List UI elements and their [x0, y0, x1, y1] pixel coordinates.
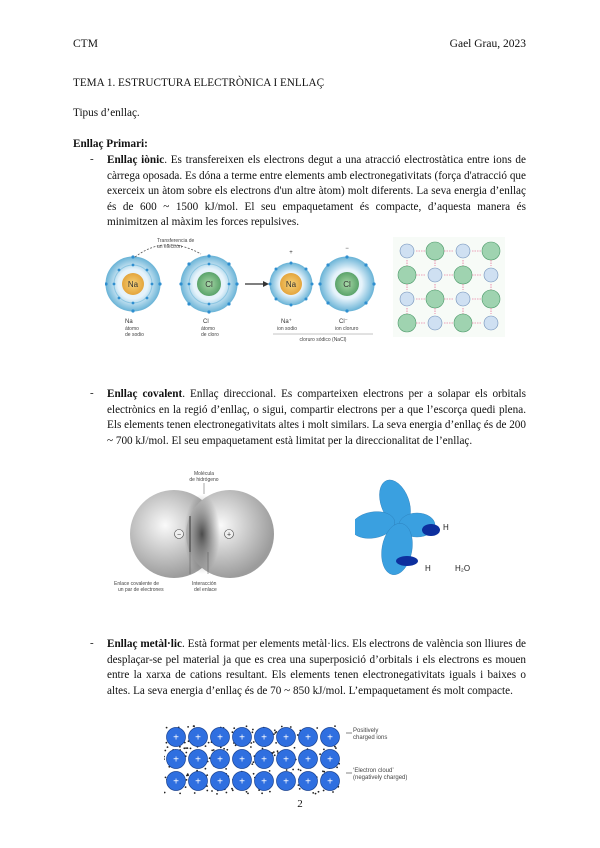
- header-left: CTM: [73, 38, 98, 50]
- doc-subtitle: Tipus d’enllaç.: [73, 107, 140, 119]
- cation-charge-sign: +: [173, 732, 179, 744]
- h-bond-orbital: [396, 556, 418, 566]
- lattice-sodium-ion: [428, 268, 442, 282]
- cation-charge-sign: +: [283, 754, 289, 766]
- metallic-paragraph: [107, 637, 526, 699]
- svg-text:Na: Na: [125, 319, 133, 325]
- covalent-paragraph: [107, 387, 526, 449]
- h-bond-orbital: [422, 524, 440, 536]
- svg-text:Na: Na: [127, 280, 139, 289]
- bullet-dash: -: [90, 153, 94, 165]
- hydrogen-molecule-figure: [112, 466, 280, 602]
- sodium-ion: [269, 250, 314, 307]
- svg-text:un electrón: un electrón: [157, 244, 182, 250]
- lattice-chloride-ion: [454, 314, 472, 332]
- cation-charge-sign: +: [283, 732, 289, 744]
- lattice-chloride-ion: [426, 290, 444, 308]
- cation-charge-sign: +: [305, 732, 311, 744]
- svg-text:Molécula: Molécula: [193, 471, 215, 477]
- sodium-atom: [105, 255, 162, 312]
- svg-text:charged ions: charged ions: [353, 735, 388, 741]
- svg-text:cloruro sódico (NaCl): cloruro sódico (NaCl): [299, 337, 347, 343]
- lattice-sodium-ion: [428, 316, 442, 330]
- cation-charge-sign: +: [239, 776, 245, 788]
- lattice-chloride-ion: [426, 242, 444, 260]
- svg-text:Enlace covalente de: Enlace covalente de: [114, 581, 160, 587]
- svg-text:Transferencia de: Transferencia de: [157, 238, 195, 244]
- lattice-sodium-ion: [456, 292, 470, 306]
- svg-text:(negatively charged): (negatively charged): [353, 775, 408, 781]
- svg-text:−: −: [345, 246, 349, 252]
- lattice-sodium-ion: [400, 244, 414, 258]
- lattice-chloride-ion: [398, 266, 416, 284]
- cation-charge-sign: +: [327, 732, 333, 744]
- lattice-sodium-ion: [456, 244, 470, 258]
- cation-charge-sign: +: [195, 754, 201, 766]
- svg-text:de hidrógeno: de hidrógeno: [189, 477, 219, 483]
- cation-charge-sign: +: [217, 732, 223, 744]
- oxygen-orbitals: [355, 477, 435, 577]
- shared-electron-cloud: [184, 494, 220, 574]
- lattice-chloride-ion: [398, 314, 416, 332]
- svg-text:ion cloruro: ion cloruro: [335, 326, 359, 332]
- lattice-chloride-ion: [482, 242, 500, 260]
- svg-text:Cl: Cl: [205, 280, 213, 289]
- svg-text:Cl: Cl: [343, 280, 351, 289]
- metallic-bond-figure: [164, 725, 429, 795]
- svg-text:‘Electron cloud’: ‘Electron cloud’: [353, 768, 394, 774]
- svg-text:Positively: Positively: [353, 728, 379, 734]
- cation-charge-sign: +: [239, 754, 245, 766]
- bullet-dash: -: [90, 637, 94, 649]
- lattice-chloride-ion: [482, 290, 500, 308]
- covalent-term: Enllaç covalent: [107, 388, 183, 400]
- svg-text:H: H: [425, 564, 431, 573]
- bullet-dash: -: [90, 387, 94, 399]
- ionic-term: Enllaç iònic: [107, 154, 165, 166]
- svg-text:Na⁺: Na⁺: [281, 319, 292, 325]
- svg-text:H: H: [443, 523, 449, 532]
- cation-charge-sign: +: [261, 776, 267, 788]
- svg-text:Cl: Cl: [203, 319, 209, 325]
- cation-charge-sign: +: [305, 776, 311, 788]
- svg-text:+: +: [226, 531, 232, 539]
- cation-charge-sign: +: [283, 776, 289, 788]
- svg-text:Interacción: Interacción: [192, 581, 217, 587]
- cation-charge-sign: +: [217, 754, 223, 766]
- cation-charge-sign: +: [327, 776, 333, 788]
- svg-text:H₂O: H₂O: [455, 564, 471, 573]
- lattice-sodium-ion: [484, 316, 498, 330]
- svg-text:Cl⁻: Cl⁻: [339, 319, 348, 325]
- cation-charge-sign: +: [173, 776, 179, 788]
- metallic-text: . Està format per elements metàl·lics. Els electrons de valència son lliures de desplaçar-se pel material ja que es crea una superposició d’orbitals i els electrons es mouen entre la xarxa de cations resultant. Els elements tenen electronegativitats iguals i baixes o altes. La seva energia d’enllaç és de 70 ~ 850 kJ/mol. L’empaquetament és molt compacte.: [107, 638, 526, 697]
- page-number: 2: [297, 798, 303, 810]
- ionic-text: . Es transfereixen els electrons degut a una atracció electrostàtica entre ions de càrrega oposada. Es dóna a terme entre elements amb electronegativitats (força d'atracció que exerceix un àtom sobre els electrons d'un altre àtom) molt diferents. La seva energia d’enllaç és de 600 ~ 1500 kJ/mol. El seu empaquetament és compacte, d’aquesta manera és minimitzen al màxim les forces repulsives.: [107, 154, 526, 229]
- ionic-lattice: [393, 237, 505, 337]
- svg-text:del enlace: del enlace: [194, 587, 217, 593]
- lattice-chloride-ion: [454, 266, 472, 284]
- svg-text:de cloro: de cloro: [201, 332, 219, 338]
- svg-text:un par de electrones: un par de electrones: [118, 587, 164, 593]
- ionic-paragraph: [107, 153, 526, 231]
- cation-charge-sign: +: [327, 754, 333, 766]
- svg-text:átomo: átomo: [125, 326, 139, 332]
- lattice-sodium-ion: [400, 292, 414, 306]
- svg-text:−: −: [176, 531, 182, 539]
- water-orbital-figure: [355, 477, 495, 589]
- ionic-bond-figure: [105, 232, 510, 344]
- svg-text:Na: Na: [285, 280, 297, 289]
- header-right: Gael Grau, 2023: [449, 38, 526, 50]
- cation-charge-sign: +: [195, 776, 201, 788]
- chlorine-atom: [179, 254, 238, 313]
- svg-text:de sodio: de sodio: [125, 332, 144, 338]
- cation-charge-sign: +: [217, 776, 223, 788]
- cation-charge-sign: +: [239, 732, 245, 744]
- cation-charge-sign: +: [305, 754, 311, 766]
- doc-title: TEMA 1. ESTRUCTURA ELECTRÒNICA I ENLLAÇ: [73, 77, 325, 89]
- cation-charge-sign: +: [195, 732, 201, 744]
- svg-text:átomo: átomo: [201, 326, 215, 332]
- section-heading: Enllaç Primari:: [73, 138, 148, 150]
- svg-text:+: +: [289, 250, 293, 256]
- svg-text:ion sodio: ion sodio: [277, 326, 298, 332]
- covalent-text: . Enllaç direccional. Es comparteixen electrons per a solapar els orbitals electrònics en la regió d’enllaç, o sigui, compartir electrons per a que l’escorça quedi plena. Els elements tenen electronegativitats altes i molt similars. La seva energia d’enllaç és de 200 ~ 700 kJ/mol. El seu empaquetament està limitat per la direccionalitat de l’enllaç.: [107, 388, 527, 447]
- cation-charge-sign: +: [173, 754, 179, 766]
- lattice-sodium-ion: [484, 268, 498, 282]
- metallic-term: Enllaç metàl·lic: [107, 638, 182, 650]
- cation-charge-sign: +: [261, 754, 267, 766]
- chloride-ion: [318, 246, 375, 313]
- cation-charge-sign: +: [261, 732, 267, 744]
